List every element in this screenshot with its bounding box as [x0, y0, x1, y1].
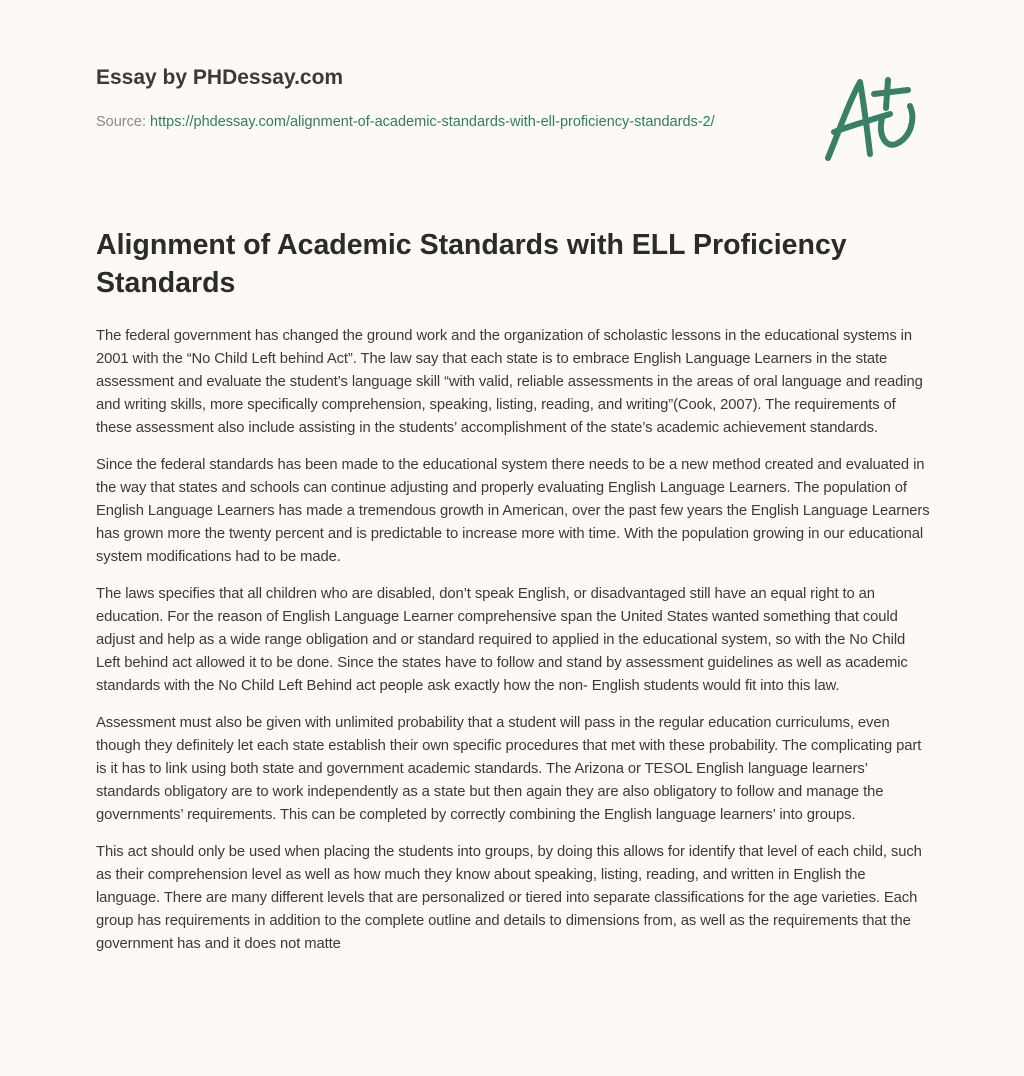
- paragraph: Assessment must also be given with unlimited probability that a student will pass in the regular education curriculums, even though they definitely let each state establish their own specific procedures that met with these probability. The complicating part is it has to link using both state and government academic standards. The Arizona or TESOL English language learners’ standards obligatory are to work independently as a state but then again they are also obligatory to follow and manage the governments’ requirements. This can be completed by correctly combining the English language learners’ into groups.: [96, 715, 922, 823]
- source-line: [96, 111, 736, 134]
- paragraph: The laws specifies that all children who are disabled, don’t speak English, or disadvantaged still have an equal right to an education. For the reason of English Language Learner comprehensive span the United States wanted something that could adjust and help as a wide range obligation and or standard required to applied in the educational system, so with the No Child Left behind act allowed it to be done. Since the states have to follow and stand by assessment guidelines as well as academic standards with the No Child Left Behind act people ask exactly how the non- English students would fit into this law.: [96, 586, 908, 694]
- essay-title: Alignment of Academic Standards with ELL Proficiency Standards: [96, 229, 847, 299]
- a-plus-logo-icon: [820, 74, 930, 164]
- source-label: Source:: [96, 114, 146, 130]
- paragraph: The federal government has changed the ground work and the organization of scholastic lessons in the educational systems in 2001 with the “No Child Left behind Act”. The law say that each state is to embrace English Language Learners in the state assessment and evaluate the student’s language skill “with valid, reliable assessments in the areas of oral language and reading and writing skills, more specifically comprehension, speaking, listing, reading, and writing”(Cook, 2007). The requirements of these assessment also include assisting in the students’ accomplishment of the state’s academic achievement standards.: [96, 328, 923, 436]
- source-link[interactable]: https://phdessay.com/alignment-of-academic-standards-with-ell-proficiency-standards-2/: [150, 114, 715, 130]
- site-brand: Essay by PHDessay.com: [96, 66, 344, 89]
- paragraph: Since the federal standards has been made to the educational system there needs to be a new method created and evaluated in the way that states and schools can continue adjusting and properly evaluating English Language Learners. The population of English Language Learners has made a tremendous growth in American, over the past few years the English Language Learners has grown more the twenty percent and is predictable to increase more with time. With the population growing in our educational system modifications had to be made.: [96, 457, 930, 565]
- paragraph: This act should only be used when placing the students into groups, by doing this allows for identify that level of each child, such as their comprehension level as well as how much they know about speaking, listing, reading, and written in English the language. There are many different levels that are personalized or tiered into separate classifications for the age varieties. Each group has requirements in addition to the complete outline and details to dimensions from, as well as the requirements that the government has and it does not matte: [96, 844, 922, 952]
- essay-body: [96, 325, 932, 970]
